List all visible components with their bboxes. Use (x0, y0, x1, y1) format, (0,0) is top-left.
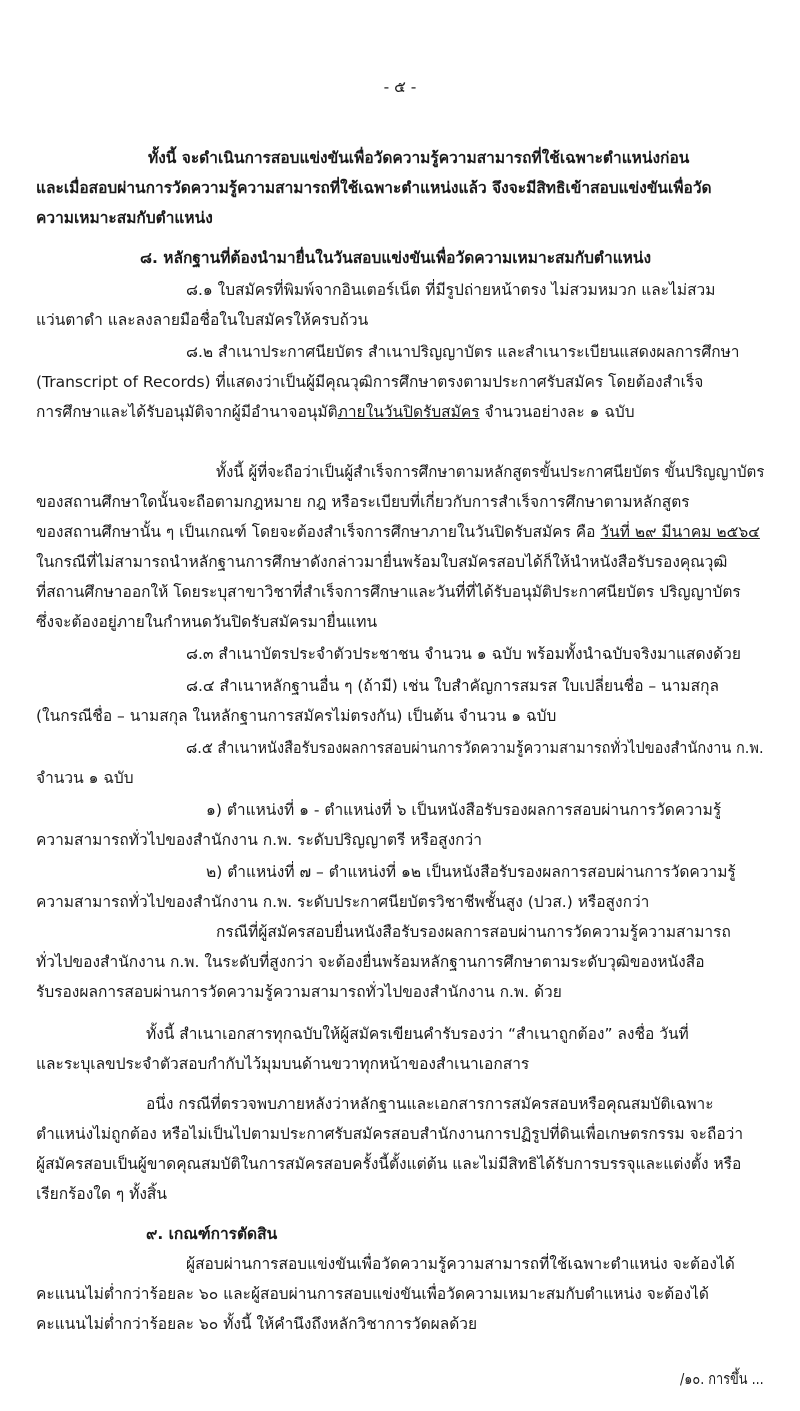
s9-line-1: ผู้สอบผ่านการสอบแข่งขันเพื่อวัดความรู้ความสามารถที่ใช้เฉพาะตำแหน่ง จะต้องได้ (186, 1255, 735, 1273)
s8-5-2-line-2: ความสามารถทั่วไปของสำนักงาน ก.พ. ระดับประกาศนียบัตรวิชาชีพชั้นสูง (ปวส.) หรือสูงกว่า (36, 893, 650, 911)
deadline-date: วันที่ ๒๙ มีนาคม ๒๕๖๔ (600, 523, 760, 541)
s8-2-line-2: (Transcript of Records) ที่แสดงว่าเป็นผู้มีคุณวุฒิการศึกษาตรงตามประกาศรับสมัคร โดยต้องสำเร็จ (36, 373, 704, 391)
section-9-heading: ๙. เกณฑ์การตัดสิน (146, 1225, 278, 1243)
s8-2-note-line-1: ทั้งนี้ ผู้ที่จะถือว่าเป็นผู้สำเร็จการศึกษาตามหลักสูตรขั้นประกาศนียบัตร ขั้นปริญญาบัตร (216, 463, 765, 481)
s8-4-line-2: (ในกรณีชื่อ – นามสกุล ในหลักฐานการสมัครไม่ตรงกัน) เป็นต้น จำนวน ๑ ฉบับ (36, 707, 557, 725)
continuation-marker: /๑๐. การขึ้น ... (680, 1370, 764, 1388)
copy-note-line-1: ทั้งนี้ สำเนาเอกสารทุกฉบับให้ผู้สมัครเขียนคำรับรองว่า “สำเนาถูกต้อง” ลงชื่อ วันที่ (146, 1025, 689, 1043)
s8-2-line-1: ๘.๒ สำเนาประกาศนียบัตร สำเนาปริญญาบัตร และสำเนาระเบียนแสดงผลการศึกษา (186, 343, 740, 361)
copy-note-line-2: และระบุเลขประจำตัวสอบกำกับไว้มุมบนด้านขวาทุกหน้าของสำเนาเอกสาร (36, 1055, 530, 1073)
invalid-note-line-1: อนึ่ง กรณีที่ตรวจพบภายหลังว่าหลักฐานและเอกสารการสมัครสอบหรือคุณสมบัติเฉพาะ (146, 1095, 714, 1113)
s8-5-note-line-3: รับรองผลการสอบผ่านการวัดความรู้ความสามารถทั่วไปของสำนักงาน ก.พ. ด้วย (36, 983, 562, 1001)
page-number: - ๕ - (383, 78, 417, 96)
s8-4-line-1: ๘.๔ สำเนาหลักฐานอื่น ๆ (ถ้ามี) เช่น ใบสำคัญการสมรส ใบเปลี่ยนชื่อ – นามสกุล (186, 677, 719, 695)
s9-line-2: คะแนนไม่ต่ำกว่าร้อยละ ๖๐ และผู้สอบผ่านการสอบแข่งขันเพื่อวัดความเหมาะสมกับตำแหน่ง จะต้องได้ (36, 1285, 709, 1303)
invalid-note-line-3: ผู้สมัครสอบเป็นผู้ขาดคุณสมบัติในการสมัครสอบครั้งนี้ตั้งแต่ต้น และไม่มีสิทธิได้รับการบรรจุและแต่งตั้ง หรือ (36, 1155, 742, 1173)
s8-5-note-line-2: ทั่วไปของสำนักงาน ก.พ. ในระดับที่สูงกว่า จะต้องยื่นพร้อมหลักฐานการศึกษาตามระดับวุฒิของหนังสือ (36, 953, 705, 971)
s8-5-line-2: จำนวน ๑ ฉบับ (36, 769, 134, 787)
s8-5-2-line-1: ๒) ตำแหน่งที่ ๗ – ตำแหน่งที่ ๑๒ เป็นหนังสือรับรองผลการสอบผ่านการวัดความรู้ (206, 863, 736, 881)
intro-line-2: และเมื่อสอบผ่านการวัดความรู้ความสามารถที่ใช้เฉพาะตำแหน่งแล้ว จึงจะมีสิทธิเข้าสอบแข่งขันเพื่อวัด (36, 179, 712, 197)
invalid-note-line-4: เรียกร้องใด ๆ ทั้งสิ้น (36, 1185, 167, 1203)
s8-2-line-3: การศึกษาและได้รับอนุมัติจากผู้มีอำนาจอนุมัติภายในวันปิดรับสมัคร จำนวนอย่างละ ๑ ฉบับ (36, 403, 635, 421)
s8-1-line-2: แว่นตาดำ และลงลายมือชื่อในใบสมัครให้ครบถ้วน (36, 311, 369, 329)
s8-1-line-1: ๘.๑ ใบสมัครที่พิมพ์จากอินเตอร์เน็ต ที่มีรูปถ่ายหน้าตรง ไม่สวมหมวก และไม่สวม (186, 281, 716, 299)
s8-2-note-line-3: ของสถานศึกษานั้น ๆ เป็นเกณฑ์ โดยจะต้องสำเร็จการศึกษาภายในวันปิดรับสมัคร คือ วันที่ ๒๙ มีนาคม ๒๕๖๔ (36, 523, 760, 541)
s9-line-3: คะแนนไม่ต่ำกว่าร้อยละ ๖๐ ทั้งนี้ ให้คำนึงถึงหลักวิชาการวัดผลด้วย (36, 1315, 478, 1333)
s8-5-line-1: ๘.๕ สำเนาหนังสือรับรองผลการสอบผ่านการวัดความรู้ความสามารถทั่วไปของสำนักงาน ก.พ. (186, 739, 764, 757)
s8-2-note-line-6: ซึ่งจะต้องอยู่ภายในกำหนดวันปิดรับสมัครมายื่นแทน (36, 613, 378, 631)
s8-2-note-line-5: ที่สถานศึกษาออกให้ โดยระบุสาขาวิชาที่สำเร็จการศึกษาและวันที่ที่ได้รับอนุมัติประกาศนียบัตร ปริญญาบัตร (36, 583, 741, 601)
intro-line-1: ทั้งนี้ จะดำเนินการสอบแข่งขันเพื่อวัดความรู้ความสามารถที่ใช้เฉพาะตำแหน่งก่อน (148, 149, 690, 167)
s8-2-note-line-2: ของสถานศึกษาใดนั้นจะถือตามกฎหมาย กฎ หรือระเบียบที่เกี่ยวกับการสำเร็จการศึกษาตามหลักสูตร (36, 493, 690, 511)
deadline-phrase: ภายในวันปิดรับสมัคร (337, 403, 480, 421)
s8-5-note-line-1: กรณีที่ผู้สมัครสอบยื่นหนังสือรับรองผลการสอบผ่านการวัดความรู้ความสามารถ (216, 923, 731, 941)
s8-5-1-line-1: ๑) ตำแหน่งที่ ๑ - ตำแหน่งที่ ๖ เป็นหนังสือรับรองผลการสอบผ่านการวัดความรู้ (206, 801, 722, 819)
s8-3-line: ๘.๓ สำเนาบัตรประจำตัวประชาชน จำนวน ๑ ฉบับ พร้อมทั้งนำฉบับจริงมาแสดงด้วย (186, 645, 741, 663)
s8-2-note-line-4: ในกรณีที่ไม่สามารถนำหลักฐานการศึกษาดังกล่าวมายื่นพร้อมใบสมัครสอบได้ก็ให้นำหนังสือรับรองคุณวุฒิ (36, 553, 728, 571)
intro-line-3: ความเหมาะสมกับตำแหน่ง (36, 209, 213, 227)
s8-5-1-line-2: ความสามารถทั่วไปของสำนักงาน ก.พ. ระดับปริญญาตรี หรือสูงกว่า (36, 831, 482, 849)
section-8-heading: ๘. หลักฐานที่ต้องนำมายื่นในวันสอบแข่งขันเพื่อวัดความเหมาะสมกับตำแหน่ง (140, 249, 652, 267)
invalid-note-line-2: ตำแหน่งไม่ถูกต้อง หรือไม่เป็นไปตามประกาศรับสมัครสอบสำนักงานการปฏิรูปที่ดินเพื่อเกษตรกรรม จะถือว่า (36, 1125, 744, 1143)
